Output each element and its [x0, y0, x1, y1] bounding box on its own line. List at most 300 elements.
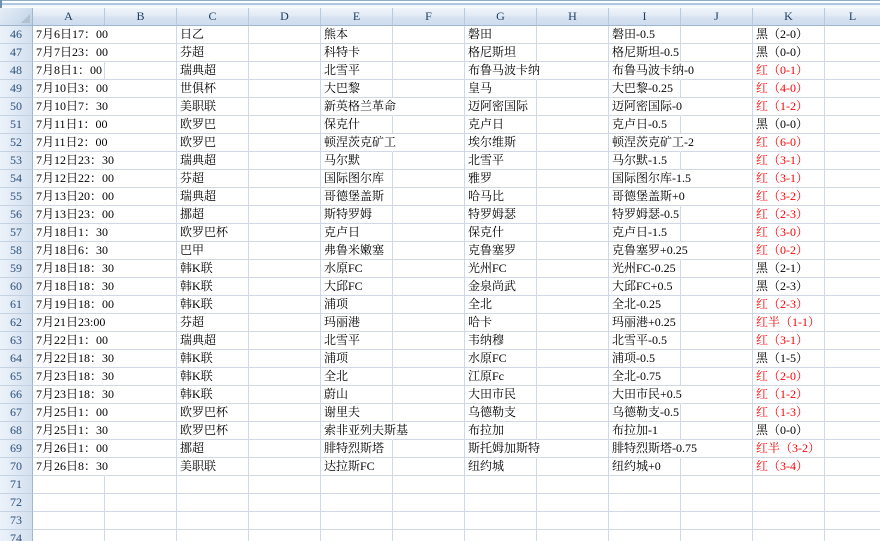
- row-header-48[interactable]: 48: [0, 62, 33, 80]
- row-header-55[interactable]: 55: [0, 188, 33, 206]
- cell-E67[interactable]: [321, 404, 393, 422]
- cell-A53[interactable]: [33, 152, 115, 170]
- cell-A71[interactable]: [33, 476, 105, 494]
- cell-A59[interactable]: [33, 260, 115, 278]
- cell-E52[interactable]: [321, 134, 397, 152]
- row-header-72[interactable]: 72: [0, 494, 33, 512]
- cell-K46[interactable]: [753, 26, 825, 44]
- cell-F63[interactable]: [393, 332, 465, 350]
- cell-B62[interactable]: [105, 314, 177, 332]
- cell-L64[interactable]: [825, 350, 880, 368]
- cell-G47[interactable]: [465, 44, 537, 62]
- cell-B49[interactable]: [105, 80, 177, 98]
- cell-B65[interactable]: [105, 368, 177, 386]
- cell-I58[interactable]: [609, 242, 688, 260]
- cell-E62[interactable]: [321, 314, 393, 332]
- cell-I67[interactable]: [609, 404, 681, 422]
- cell-L57[interactable]: [825, 224, 880, 242]
- cell-A46[interactable]: [33, 26, 109, 44]
- cell-J47[interactable]: [681, 44, 753, 62]
- cell-L63[interactable]: [825, 332, 880, 350]
- cell-E51[interactable]: [321, 116, 393, 134]
- cell-A56[interactable]: [33, 206, 115, 224]
- cell-F59[interactable]: [393, 260, 465, 278]
- cell-C59[interactable]: [177, 260, 249, 278]
- cell-B64[interactable]: [105, 350, 177, 368]
- cell-H73[interactable]: [537, 512, 609, 530]
- cell-F64[interactable]: [393, 350, 465, 368]
- cell-J56[interactable]: [681, 206, 753, 224]
- cell-K53[interactable]: [753, 152, 825, 170]
- cell-F69[interactable]: [393, 440, 465, 458]
- cell-K61[interactable]: [753, 296, 825, 314]
- cell-A69[interactable]: [33, 440, 109, 458]
- cell-J66[interactable]: [681, 386, 753, 404]
- cell-K50[interactable]: [753, 98, 825, 116]
- cell-K73[interactable]: [753, 512, 825, 530]
- cell-A73[interactable]: [33, 512, 105, 530]
- cell-K72[interactable]: [753, 494, 825, 512]
- cell-E50[interactable]: [321, 98, 397, 116]
- cell-I69[interactable]: [609, 440, 697, 458]
- cell-K64[interactable]: [753, 350, 825, 368]
- cell-J72[interactable]: [681, 494, 753, 512]
- row-header-69[interactable]: 69: [0, 440, 33, 458]
- cell-K74[interactable]: [753, 530, 825, 541]
- cell-H53[interactable]: [537, 152, 609, 170]
- cell-L48[interactable]: [825, 62, 880, 80]
- cell-B53[interactable]: [105, 152, 177, 170]
- cell-A57[interactable]: [33, 224, 109, 242]
- cell-G66[interactable]: [465, 386, 537, 404]
- cell-B50[interactable]: [105, 98, 177, 116]
- cell-C55[interactable]: [177, 188, 249, 206]
- cell-L73[interactable]: [825, 512, 880, 530]
- cell-J64[interactable]: [681, 350, 753, 368]
- column-header-K[interactable]: K: [753, 8, 825, 26]
- cell-J49[interactable]: [681, 80, 753, 98]
- cell-I74[interactable]: [609, 530, 681, 541]
- cell-H67[interactable]: [537, 404, 609, 422]
- cell-E46[interactable]: [321, 26, 393, 44]
- cell-K67[interactable]: [753, 404, 825, 422]
- cell-D49[interactable]: [249, 80, 321, 98]
- cell-G71[interactable]: [465, 476, 537, 494]
- column-header-H[interactable]: H: [537, 8, 609, 26]
- cell-H72[interactable]: [537, 494, 609, 512]
- cell-J71[interactable]: [681, 476, 753, 494]
- cell-K70[interactable]: [753, 458, 825, 476]
- cell-K71[interactable]: [753, 476, 825, 494]
- cell-J65[interactable]: [681, 368, 753, 386]
- cell-G54[interactable]: [465, 170, 537, 188]
- cell-E69[interactable]: [321, 440, 393, 458]
- row-header-68[interactable]: 68: [0, 422, 33, 440]
- cell-E53[interactable]: [321, 152, 393, 170]
- cell-I61[interactable]: [609, 296, 681, 314]
- cell-B67[interactable]: [105, 404, 177, 422]
- cell-B66[interactable]: [105, 386, 177, 404]
- cell-J50[interactable]: [681, 98, 753, 116]
- cell-L62[interactable]: [825, 314, 880, 332]
- column-header-D[interactable]: D: [249, 8, 321, 26]
- cell-E68[interactable]: [321, 422, 409, 440]
- cell-K49[interactable]: [753, 80, 825, 98]
- cell-H66[interactable]: [537, 386, 609, 404]
- cell-J55[interactable]: [681, 188, 753, 206]
- cell-E63[interactable]: [321, 332, 393, 350]
- cell-L53[interactable]: [825, 152, 880, 170]
- row-header-49[interactable]: 49: [0, 80, 33, 98]
- cell-H49[interactable]: [537, 80, 609, 98]
- cell-I57[interactable]: [609, 224, 681, 242]
- row-header-46[interactable]: 46: [0, 26, 33, 44]
- cell-E47[interactable]: [321, 44, 393, 62]
- cell-F61[interactable]: [393, 296, 465, 314]
- cell-K69[interactable]: [753, 440, 825, 458]
- cell-L69[interactable]: [825, 440, 880, 458]
- cell-B68[interactable]: [105, 422, 177, 440]
- row-header-67[interactable]: 67: [0, 404, 33, 422]
- cell-A50[interactable]: [33, 98, 109, 116]
- cell-F74[interactable]: [393, 530, 465, 541]
- cell-F73[interactable]: [393, 512, 465, 530]
- cell-L55[interactable]: [825, 188, 880, 206]
- cell-K54[interactable]: [753, 170, 825, 188]
- cell-G65[interactable]: [465, 368, 537, 386]
- cell-J73[interactable]: [681, 512, 753, 530]
- cell-I46[interactable]: [609, 26, 681, 44]
- cell-I70[interactable]: [609, 458, 681, 476]
- column-header-F[interactable]: F: [393, 8, 465, 26]
- cell-G72[interactable]: [465, 494, 537, 512]
- row-header-70[interactable]: 70: [0, 458, 33, 476]
- cell-G63[interactable]: [465, 332, 537, 350]
- cell-H63[interactable]: [537, 332, 609, 350]
- row-header-52[interactable]: 52: [0, 134, 33, 152]
- cell-L67[interactable]: [825, 404, 880, 422]
- column-header-B[interactable]: B: [105, 8, 177, 26]
- cell-L58[interactable]: [825, 242, 880, 260]
- row-header-65[interactable]: 65: [0, 368, 33, 386]
- cell-L56[interactable]: [825, 206, 880, 224]
- cell-J57[interactable]: [681, 224, 753, 242]
- cell-D63[interactable]: [249, 332, 321, 350]
- column-header-C[interactable]: C: [177, 8, 249, 26]
- cell-C51[interactable]: [177, 116, 249, 134]
- cell-G62[interactable]: [465, 314, 537, 332]
- cell-G60[interactable]: [465, 278, 537, 296]
- cell-G70[interactable]: [465, 458, 537, 476]
- cell-D74[interactable]: [249, 530, 321, 541]
- cell-E72[interactable]: [321, 494, 393, 512]
- cell-D50[interactable]: [249, 98, 321, 116]
- cell-D73[interactable]: [249, 512, 321, 530]
- cell-A67[interactable]: [33, 404, 109, 422]
- column-header-A[interactable]: A: [33, 8, 105, 26]
- cell-C49[interactable]: [177, 80, 249, 98]
- cell-H70[interactable]: [537, 458, 609, 476]
- cell-D59[interactable]: [249, 260, 321, 278]
- cell-L71[interactable]: [825, 476, 880, 494]
- cell-C65[interactable]: [177, 368, 249, 386]
- cell-D52[interactable]: [249, 134, 321, 152]
- cell-G64[interactable]: [465, 350, 537, 368]
- cell-D72[interactable]: [249, 494, 321, 512]
- cell-D53[interactable]: [249, 152, 321, 170]
- cell-G68[interactable]: [465, 422, 537, 440]
- cell-B59[interactable]: [105, 260, 177, 278]
- cell-G55[interactable]: [465, 188, 537, 206]
- cell-I52[interactable]: [609, 134, 694, 152]
- cell-C47[interactable]: [177, 44, 249, 62]
- cell-D68[interactable]: [249, 422, 321, 440]
- cell-A60[interactable]: [33, 278, 115, 296]
- cell-A74[interactable]: [33, 530, 105, 541]
- cell-F62[interactable]: [393, 314, 465, 332]
- cell-B70[interactable]: [105, 458, 177, 476]
- cell-A54[interactable]: [33, 170, 115, 188]
- cell-I59[interactable]: [609, 260, 681, 278]
- cell-A55[interactable]: [33, 188, 115, 206]
- cell-I72[interactable]: [609, 494, 681, 512]
- cell-C48[interactable]: [177, 62, 249, 80]
- cell-L70[interactable]: [825, 458, 880, 476]
- cell-A48[interactable]: [33, 62, 105, 80]
- cell-G59[interactable]: [465, 260, 537, 278]
- row-header-66[interactable]: 66: [0, 386, 33, 404]
- cell-F66[interactable]: [393, 386, 465, 404]
- cell-D55[interactable]: [249, 188, 321, 206]
- cell-A72[interactable]: [33, 494, 105, 512]
- cell-B72[interactable]: [105, 494, 177, 512]
- cell-B73[interactable]: [105, 512, 177, 530]
- cell-K62[interactable]: [753, 314, 825, 332]
- cell-J51[interactable]: [681, 116, 753, 134]
- column-header-G[interactable]: G: [465, 8, 537, 26]
- cell-K66[interactable]: [753, 386, 825, 404]
- cell-J53[interactable]: [681, 152, 753, 170]
- cell-K47[interactable]: [753, 44, 825, 62]
- cell-B57[interactable]: [105, 224, 177, 242]
- cell-I56[interactable]: [609, 206, 681, 224]
- cell-I53[interactable]: [609, 152, 681, 170]
- cell-K48[interactable]: [753, 62, 825, 80]
- cell-K57[interactable]: [753, 224, 825, 242]
- cell-F72[interactable]: [393, 494, 465, 512]
- cell-L59[interactable]: [825, 260, 880, 278]
- cell-A68[interactable]: [33, 422, 109, 440]
- cell-F57[interactable]: [393, 224, 465, 242]
- cell-B63[interactable]: [105, 332, 177, 350]
- cell-B58[interactable]: [105, 242, 177, 260]
- cell-H47[interactable]: [537, 44, 609, 62]
- cell-J68[interactable]: [681, 422, 753, 440]
- cell-H59[interactable]: [537, 260, 609, 278]
- cell-I64[interactable]: [609, 350, 681, 368]
- row-header-54[interactable]: 54: [0, 170, 33, 188]
- cell-H57[interactable]: [537, 224, 609, 242]
- cell-F49[interactable]: [393, 80, 465, 98]
- cell-H46[interactable]: [537, 26, 609, 44]
- cell-I63[interactable]: [609, 332, 681, 350]
- select-all-button[interactable]: [0, 8, 33, 26]
- cell-J63[interactable]: [681, 332, 753, 350]
- cell-F58[interactable]: [393, 242, 465, 260]
- cell-D57[interactable]: [249, 224, 321, 242]
- cell-B48[interactable]: [105, 62, 177, 80]
- cell-E58[interactable]: [321, 242, 393, 260]
- cell-E61[interactable]: [321, 296, 393, 314]
- cell-J60[interactable]: [681, 278, 753, 296]
- cell-I62[interactable]: [609, 314, 681, 332]
- cell-E70[interactable]: [321, 458, 393, 476]
- cell-K52[interactable]: [753, 134, 825, 152]
- cell-I73[interactable]: [609, 512, 681, 530]
- column-header-L[interactable]: L: [825, 8, 880, 26]
- cell-A51[interactable]: [33, 116, 108, 134]
- cell-C68[interactable]: [177, 422, 249, 440]
- cell-H50[interactable]: [537, 98, 609, 116]
- row-header-58[interactable]: 58: [0, 242, 33, 260]
- cell-C61[interactable]: [177, 296, 249, 314]
- cell-L47[interactable]: [825, 44, 880, 62]
- cell-H56[interactable]: [537, 206, 609, 224]
- cell-L54[interactable]: [825, 170, 880, 188]
- cell-F60[interactable]: [393, 278, 465, 296]
- cell-F70[interactable]: [393, 458, 465, 476]
- cell-I49[interactable]: [609, 80, 681, 98]
- cell-D48[interactable]: [249, 62, 321, 80]
- cell-C58[interactable]: [177, 242, 249, 260]
- cell-C57[interactable]: [177, 224, 249, 242]
- cell-G73[interactable]: [465, 512, 537, 530]
- cell-H61[interactable]: [537, 296, 609, 314]
- cell-E73[interactable]: [321, 512, 393, 530]
- cell-B47[interactable]: [105, 44, 177, 62]
- cell-H52[interactable]: [537, 134, 609, 152]
- cell-E57[interactable]: [321, 224, 393, 242]
- cell-C54[interactable]: [177, 170, 249, 188]
- cell-K65[interactable]: [753, 368, 825, 386]
- row-header-62[interactable]: 62: [0, 314, 33, 332]
- cell-L60[interactable]: [825, 278, 880, 296]
- cell-D47[interactable]: [249, 44, 321, 62]
- cell-G56[interactable]: [465, 206, 537, 224]
- cell-I71[interactable]: [609, 476, 681, 494]
- cell-K63[interactable]: [753, 332, 825, 350]
- cell-L68[interactable]: [825, 422, 880, 440]
- cell-D51[interactable]: [249, 116, 321, 134]
- cell-I66[interactable]: [609, 386, 681, 404]
- cell-A52[interactable]: [33, 134, 108, 152]
- cell-E66[interactable]: [321, 386, 393, 404]
- cell-A66[interactable]: [33, 386, 115, 404]
- cell-G74[interactable]: [465, 530, 537, 541]
- cell-F55[interactable]: [393, 188, 465, 206]
- cell-C69[interactable]: [177, 440, 249, 458]
- cell-K56[interactable]: [753, 206, 825, 224]
- cell-F52[interactable]: [393, 134, 465, 152]
- cell-A49[interactable]: [33, 80, 109, 98]
- cell-K55[interactable]: [753, 188, 825, 206]
- cell-B56[interactable]: [105, 206, 177, 224]
- cell-L46[interactable]: [825, 26, 880, 44]
- cell-G48[interactable]: [465, 62, 541, 80]
- cell-K51[interactable]: [753, 116, 825, 134]
- cell-G50[interactable]: [465, 98, 537, 116]
- cell-K59[interactable]: [753, 260, 825, 278]
- cell-B71[interactable]: [105, 476, 177, 494]
- cell-J59[interactable]: [681, 260, 753, 278]
- cell-A58[interactable]: [33, 242, 109, 260]
- cell-C62[interactable]: [177, 314, 249, 332]
- cell-B51[interactable]: [105, 116, 177, 134]
- cell-I50[interactable]: [609, 98, 681, 116]
- cell-J74[interactable]: [681, 530, 753, 541]
- cell-D54[interactable]: [249, 170, 321, 188]
- cell-D58[interactable]: [249, 242, 321, 260]
- cell-J61[interactable]: [681, 296, 753, 314]
- cell-J46[interactable]: [681, 26, 753, 44]
- cell-I65[interactable]: [609, 368, 681, 386]
- cell-H62[interactable]: [537, 314, 609, 332]
- cell-A62[interactable]: [33, 314, 105, 332]
- row-header-64[interactable]: 64: [0, 350, 33, 368]
- cell-K68[interactable]: [753, 422, 825, 440]
- cell-C64[interactable]: [177, 350, 249, 368]
- row-header-74[interactable]: 74: [0, 530, 33, 541]
- cell-G53[interactable]: [465, 152, 537, 170]
- cell-G57[interactable]: [465, 224, 537, 242]
- cell-E60[interactable]: [321, 278, 393, 296]
- cell-C73[interactable]: [177, 512, 249, 530]
- cell-B46[interactable]: [105, 26, 177, 44]
- cell-D69[interactable]: [249, 440, 321, 458]
- cell-H54[interactable]: [537, 170, 609, 188]
- cell-B60[interactable]: [105, 278, 177, 296]
- cell-H64[interactable]: [537, 350, 609, 368]
- cell-H48[interactable]: [537, 62, 609, 80]
- cell-L51[interactable]: [825, 116, 880, 134]
- cell-L66[interactable]: [825, 386, 880, 404]
- cell-L61[interactable]: [825, 296, 880, 314]
- cell-I54[interactable]: [609, 170, 691, 188]
- cell-J70[interactable]: [681, 458, 753, 476]
- cell-H65[interactable]: [537, 368, 609, 386]
- cell-D56[interactable]: [249, 206, 321, 224]
- cell-L50[interactable]: [825, 98, 880, 116]
- row-header-50[interactable]: 50: [0, 98, 33, 116]
- cell-F67[interactable]: [393, 404, 465, 422]
- row-header-63[interactable]: 63: [0, 332, 33, 350]
- cell-H74[interactable]: [537, 530, 609, 541]
- cell-D62[interactable]: [249, 314, 321, 332]
- cell-E65[interactable]: [321, 368, 393, 386]
- cell-H51[interactable]: [537, 116, 609, 134]
- cell-F48[interactable]: [393, 62, 465, 80]
- cell-K58[interactable]: [753, 242, 825, 260]
- cell-L74[interactable]: [825, 530, 880, 541]
- cell-B74[interactable]: [105, 530, 177, 541]
- cell-C66[interactable]: [177, 386, 249, 404]
- cell-E55[interactable]: [321, 188, 393, 206]
- cell-B54[interactable]: [105, 170, 177, 188]
- cell-J54[interactable]: [681, 170, 753, 188]
- cell-H68[interactable]: [537, 422, 609, 440]
- cell-J67[interactable]: [681, 404, 753, 422]
- cell-G58[interactable]: [465, 242, 537, 260]
